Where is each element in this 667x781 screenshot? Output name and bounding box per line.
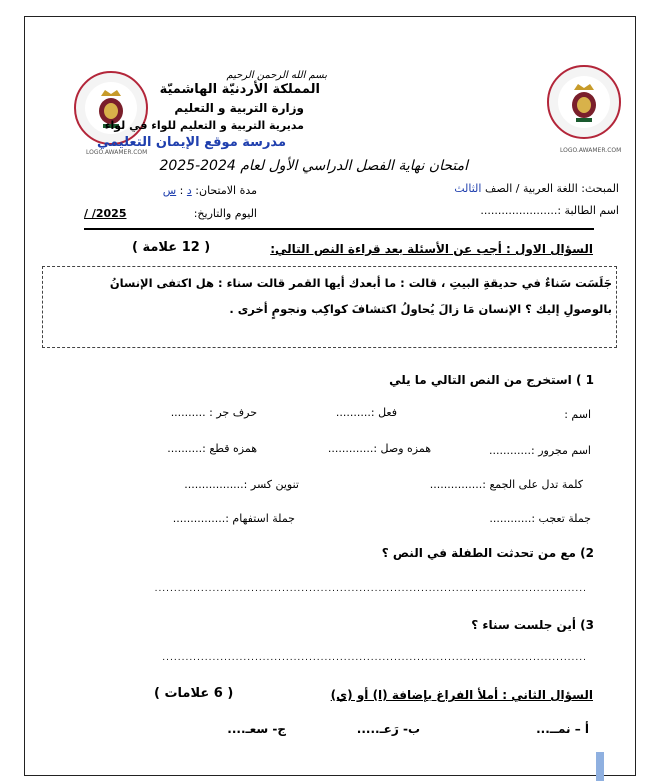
verb-field[interactable]: فعل :..........	[335, 406, 397, 419]
hamza-qat-field[interactable]: همزه قطع :..........	[167, 442, 257, 455]
q1-sub2-title: 2) مع من تحدثت الطفلة في النص ؟	[381, 546, 594, 560]
q2-title: السؤال الثاني : أملأ الفراغ بإضافة (ا) أو (ي)	[330, 688, 593, 702]
q1-sub2-answer[interactable]: ................................................................................................................	[154, 584, 587, 594]
preposition-field[interactable]: حرف جر : ..........	[170, 406, 257, 419]
grade-value: الثالث	[454, 182, 482, 195]
student-name-field[interactable]: اسم الطالبة :......................	[480, 204, 619, 217]
subject-label: المبحث: اللغة العربية / الصف	[484, 182, 619, 195]
seal-caption: LOGO.AWAMER.COM	[560, 147, 622, 154]
q1-sub1-title: 1 ) استخرج من النص التالي ما يلي	[389, 373, 594, 387]
crown-crest-icon	[564, 80, 604, 124]
genitive-noun-field[interactable]: اسم مجرور :............	[489, 444, 591, 457]
kingdom-name: المملكة الأردنيّة الهاشميّة	[159, 82, 320, 97]
question-sentence-field[interactable]: جملة استفهام :...............	[172, 512, 295, 525]
header-divider	[84, 228, 594, 230]
noun-field[interactable]: اسم :	[564, 408, 591, 421]
directorate-name: مديرية التربية و التعليم للواء في لواء	[104, 119, 304, 132]
plural-word-field[interactable]: كلمة تدل على الجمع :...............	[429, 478, 583, 491]
q1-sub3-answer[interactable]: ..............................................................................................................	[162, 653, 587, 663]
q1-marks: ( 12 علامة )	[132, 240, 211, 255]
jordan-seal-right	[547, 65, 621, 139]
exam-title: امتحان نهاية الفصل الدراسي الأول لعام 2024-2025	[159, 158, 468, 174]
date-label: اليوم والتاريخ:	[193, 207, 257, 220]
q2-marks: ( 6 علامات )	[154, 686, 234, 701]
hamza-wasl-field[interactable]: همزه وصل :.............	[327, 442, 431, 455]
school-name: مدرسة موقع الإيمان التعليمي	[96, 135, 286, 150]
basmala: بسم الله الرحمن الرحيم	[226, 70, 327, 81]
scroll-marker	[596, 752, 604, 781]
tanween-kasr-field[interactable]: تنوين كسر :.................	[184, 478, 299, 491]
duration-hours: س	[162, 184, 177, 197]
seal-caption: LOGO.AWAMER.COM	[86, 149, 148, 156]
date-value[interactable]: / /2025	[84, 207, 127, 220]
q2-item-b[interactable]: ب- رَعـ.....	[356, 722, 420, 736]
q2-item-c[interactable]: ج- سعـ....	[227, 722, 286, 736]
q1-sub3-title: 3) أين جلست سناء ؟	[471, 618, 594, 632]
exclamation-field[interactable]: جملة تعجب :............	[489, 512, 591, 525]
passage-line-1: جَلَسَت سَناءٌ في حديقةِ البيتِ ، قالت : ما أبعدك أيها القمر قالت سناء : هل اكتفى الإنسانُ	[109, 276, 612, 290]
duration-line: مدة الامتحان: د : س	[162, 184, 257, 197]
duration-minutes: د	[186, 184, 192, 197]
ministry-name: وزارة التربية و التعليم	[174, 101, 304, 115]
q1-title: السؤال الاول : أجب عن الأسئلة بعد قراءة النص التالي:	[270, 242, 593, 256]
jordan-seal-left	[74, 71, 148, 145]
q2-item-a[interactable]: أ – نمــ...	[536, 722, 589, 736]
subject-line	[454, 182, 619, 195]
passage-line-2: بالوصولِ إليك ؟ الإنسان مَا زالَ يُحاولُ اكتشافَ كواكِب ونجومٍ أخرى .	[229, 302, 612, 316]
duration-label: مدة الامتحان:	[195, 184, 257, 197]
